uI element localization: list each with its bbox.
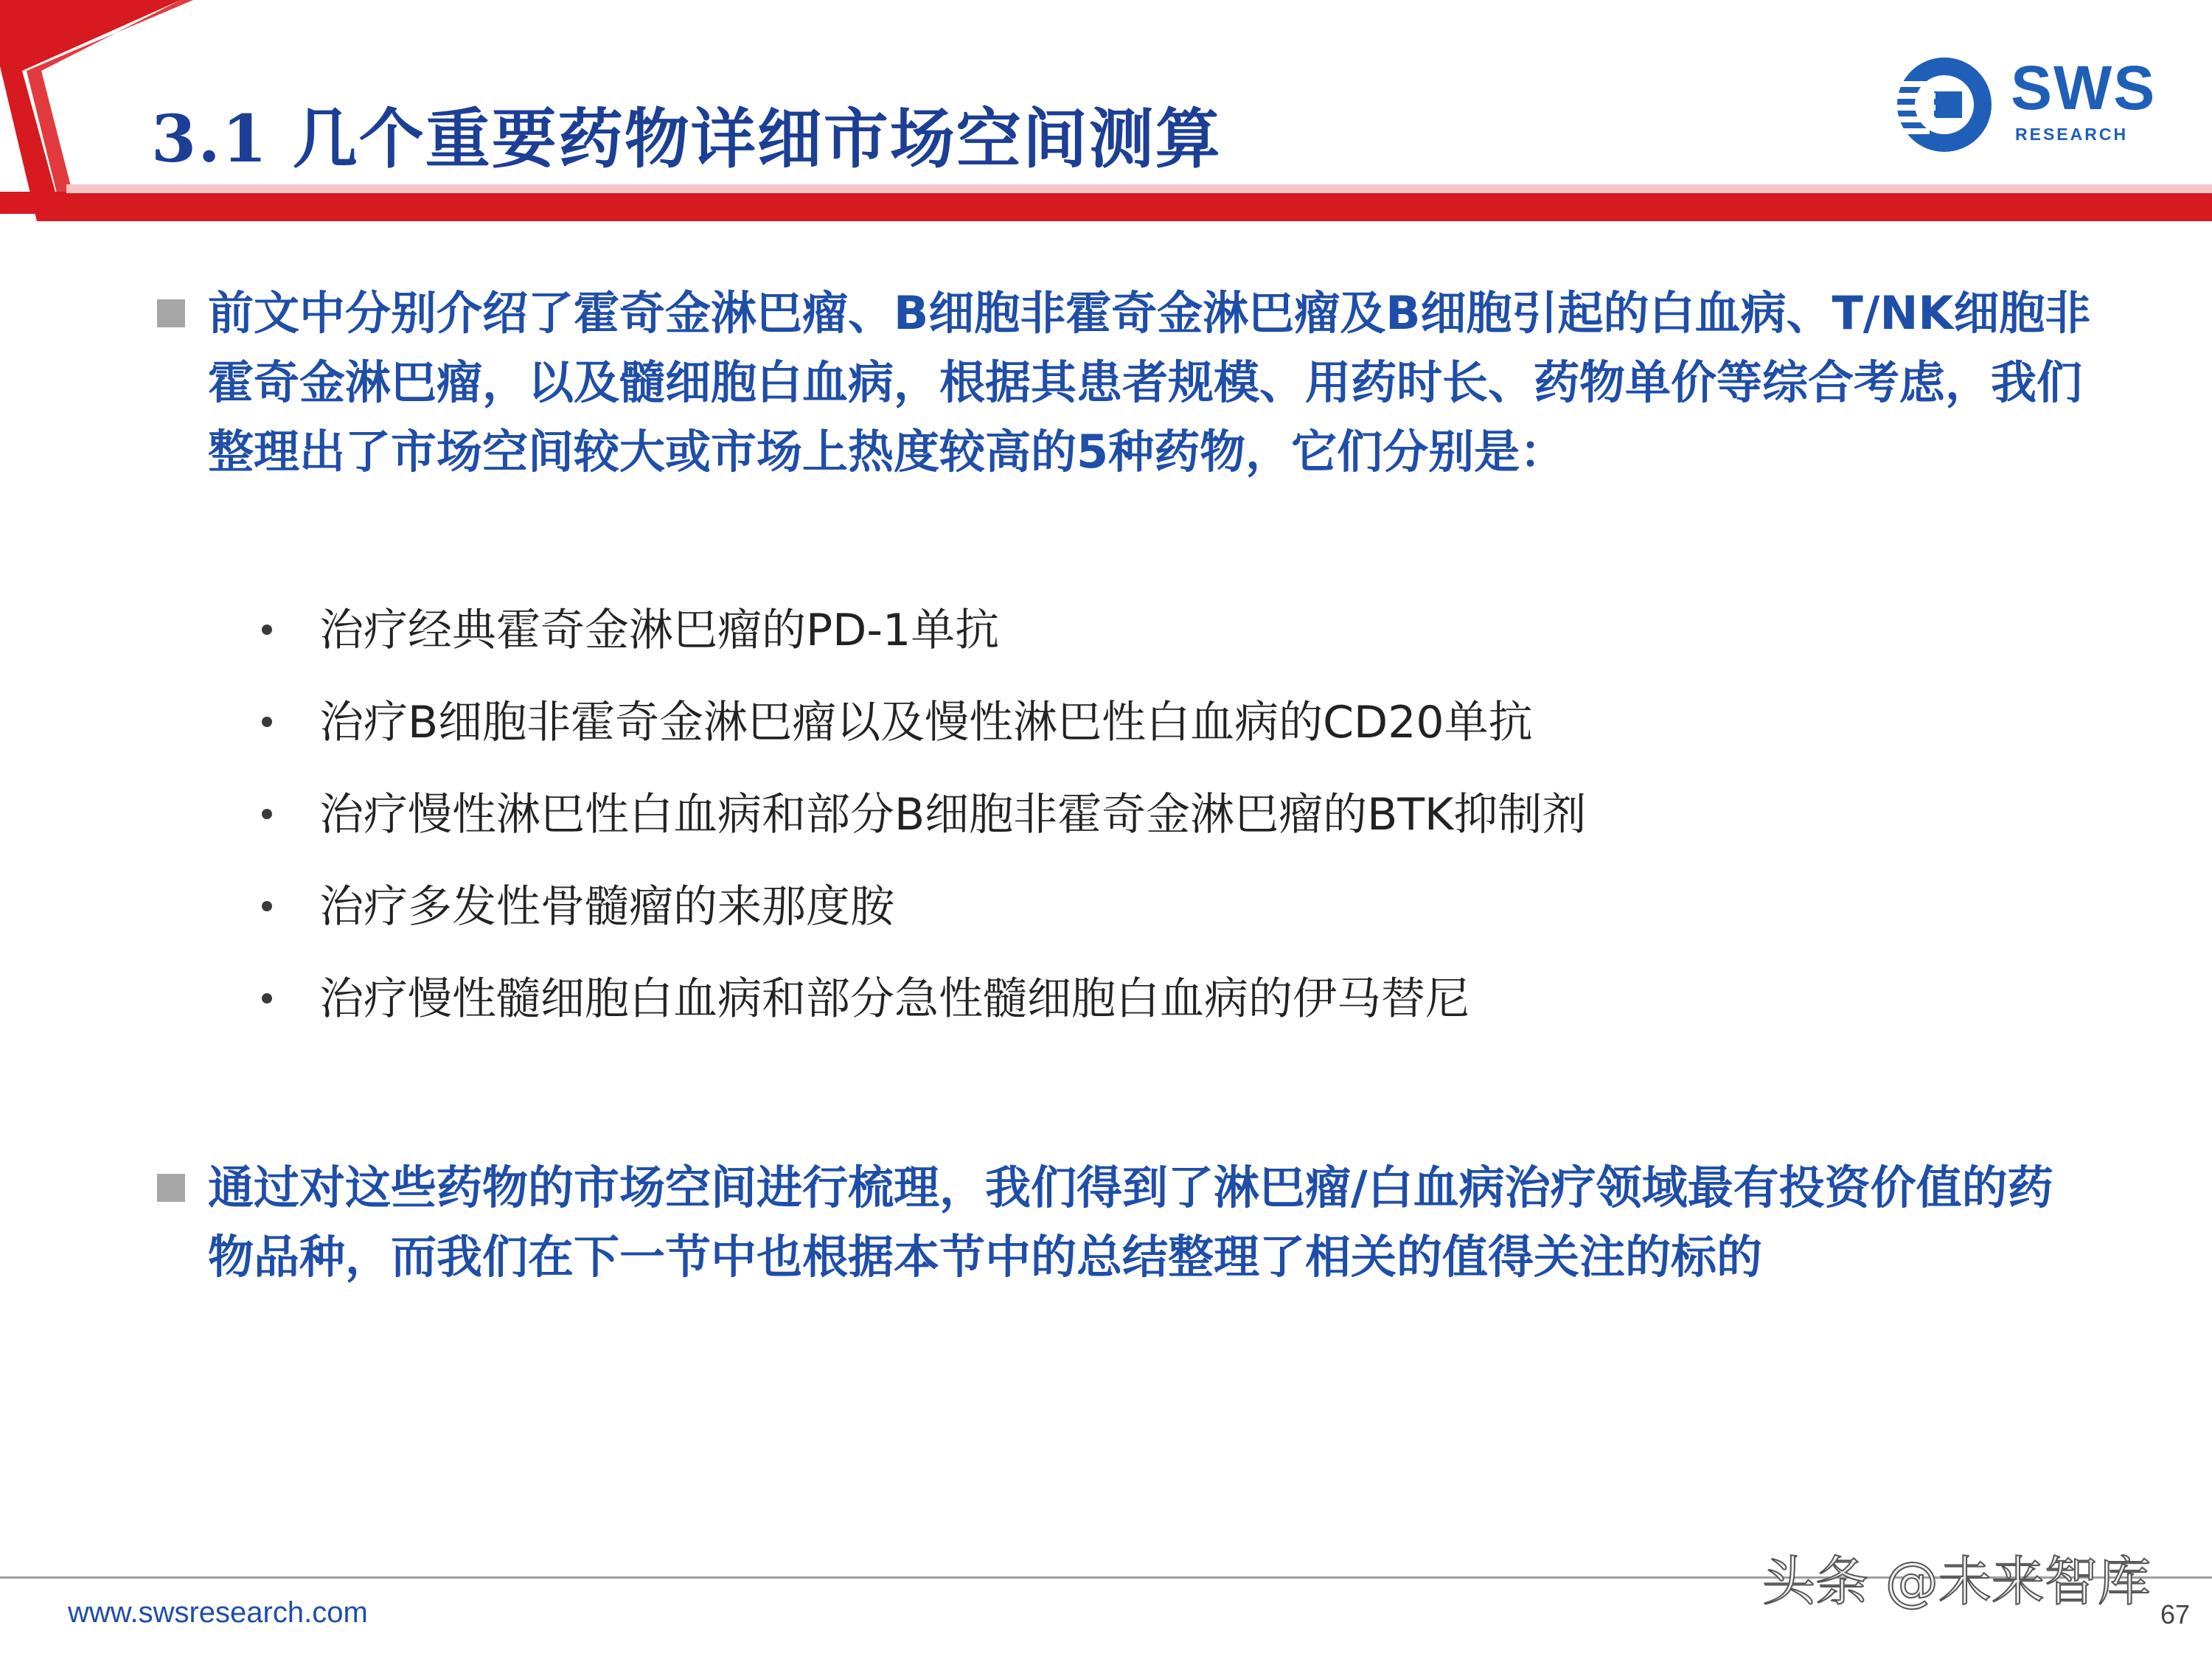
watermark: 头条 @未来智库 [1762,1551,2151,1613]
bullet-dot-icon [262,993,272,1004]
drug-item-text: 治疗多发性骨髓瘤的来那度胺 [319,881,894,933]
drug-list [262,601,2031,1062]
conclusion-paragraph: 通过对这些药物的市场空间进行梳理，我们得到了淋巴瘤/白血病治疗领域最有投资价值的药物品种，而我们在下一节中也根据本节中的总结整理了相关的值得关注的标的 [208,1161,2053,1284]
bullet-dot-icon [262,717,272,727]
drug-item-text: 治疗经典霍奇金淋巴瘤的PD-1单抗 [319,605,1000,656]
footer-url-link[interactable]: www.swsresearch.com [68,1596,368,1629]
drug-item-text: 治疗慢性髓细胞白血病和部分急性髓细胞白血病的伊马替尼 [319,973,1470,1025]
bullet-dot-icon [262,625,272,635]
bullet-dot-icon [262,809,272,819]
sws-logo [1891,53,2171,156]
page-number: 67 [2160,1599,2191,1630]
intro-paragraph: 前文中分别介绍了霍奇金淋巴瘤、B细胞非霍奇金淋巴瘤及B细胞引起的白血病、T/NK细胞非霍奇金淋巴瘤，以及髓细胞白血病，根据其患者规模、用药时长、药物单价等综合考虑，我们整理出了市场空间较大或市场上热度较高的5种药物，它们分别是： [208,286,2091,479]
list-item [262,785,2031,877]
intro-square-bullet-icon [157,299,185,327]
page-title: 3.1 几个重要药物详细市场空间测算 [151,100,1222,177]
list-item [262,601,2031,693]
logo-subtext: RESEARCH [2015,125,2129,144]
drug-item-text: 治疗慢性淋巴性白血病和部分B细胞非霍奇金淋巴瘤的BTK抑制剂 [319,789,1587,841]
bullet-dot-icon [262,901,272,911]
list-item [262,877,2031,970]
drug-item-text: 治疗B细胞非霍奇金淋巴瘤以及慢性淋巴性白血病的CD20单抗 [319,697,1533,748]
list-item [262,693,2031,785]
sws-globe-icon [1891,53,2002,156]
list-item [262,970,2031,1062]
conclusion-square-bullet-icon [157,1174,185,1202]
logo-text: SWS [2011,53,2157,122]
